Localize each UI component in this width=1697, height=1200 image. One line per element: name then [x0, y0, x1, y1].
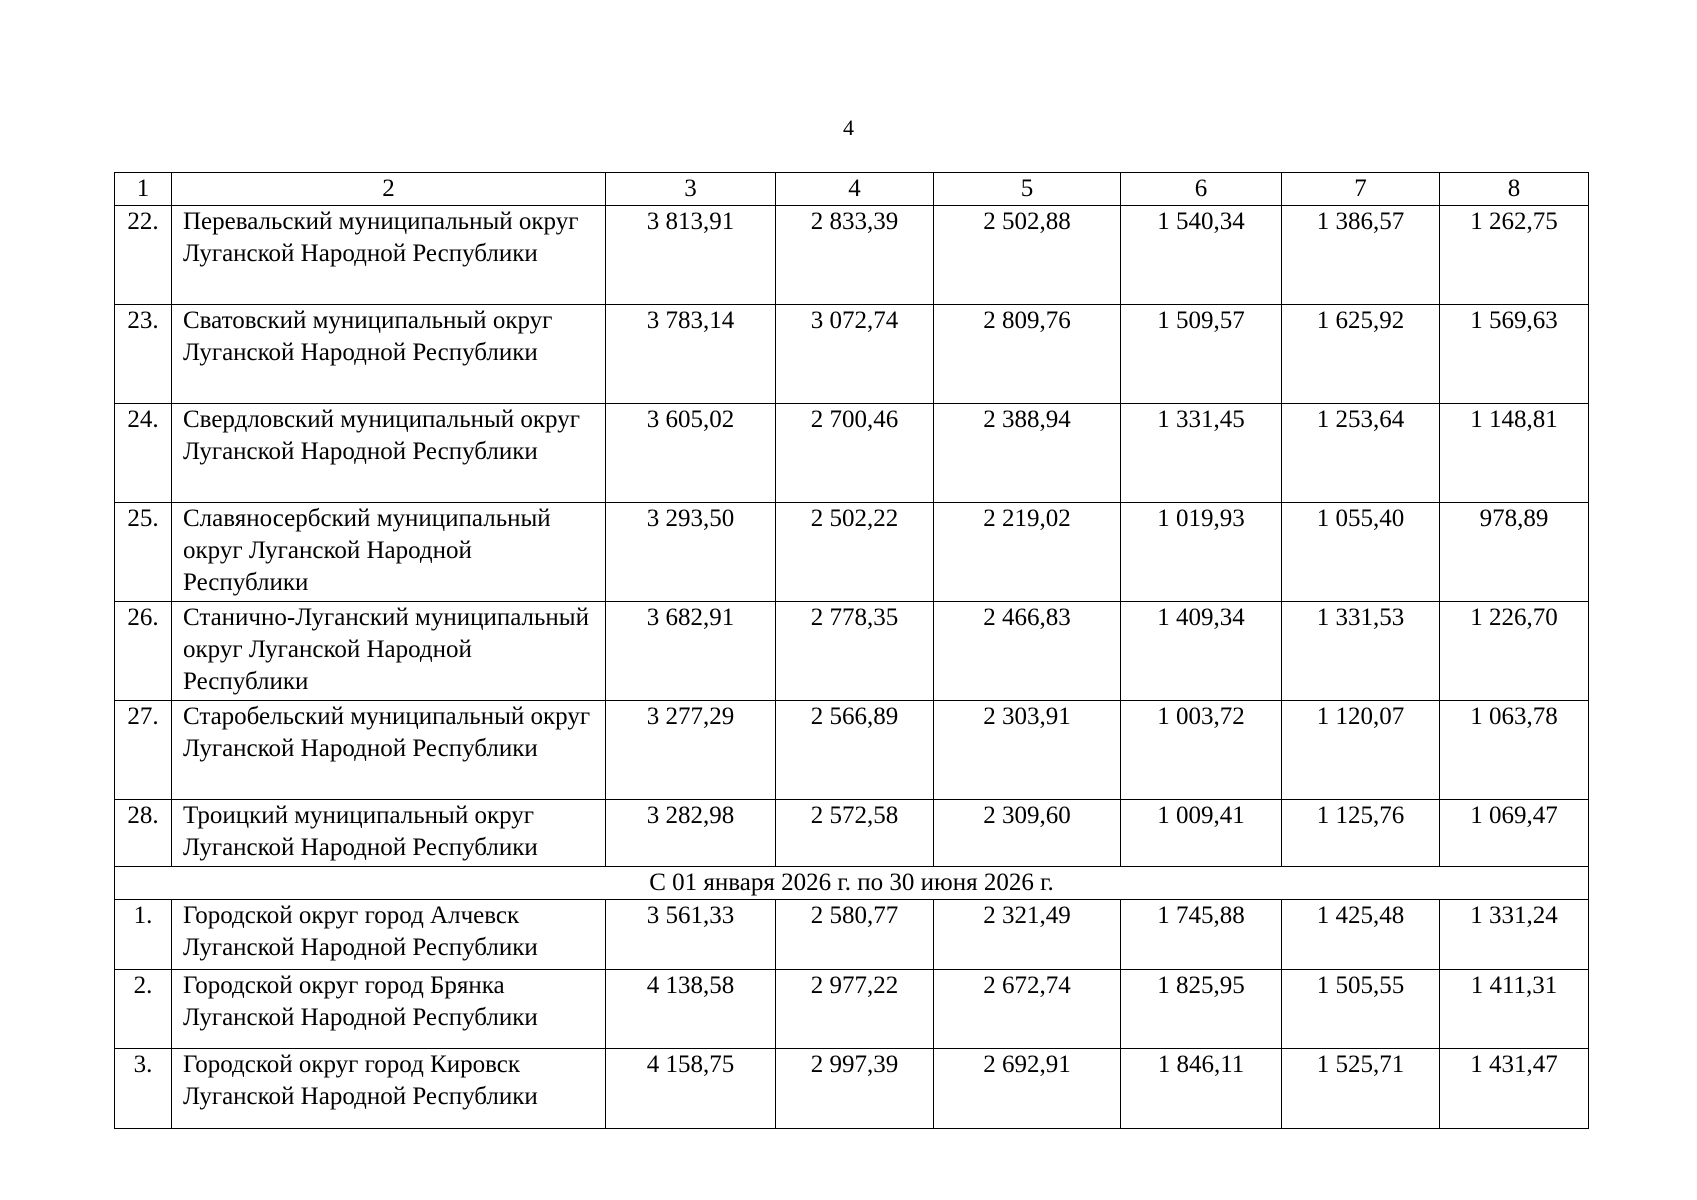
column-number: 2: [172, 173, 606, 206]
value-col-5: 2 672,74: [934, 970, 1121, 1049]
municipality-name: Городской округ город Алчевск Луганской Народной Республики: [172, 900, 606, 970]
value-col-8: 1 411,31: [1440, 970, 1589, 1049]
municipality-name: Городской округ город Брянка Луганской Народной Республики: [172, 970, 606, 1049]
value-col-6: 1 019,93: [1121, 503, 1282, 602]
value-col-3: 4 138,58: [606, 970, 776, 1049]
value-col-8: 1 431,47: [1440, 1049, 1589, 1129]
municipality-name: Троицкий муниципальный округ Луганской Народной Республики: [172, 800, 606, 867]
value-col-7: 1 625,92: [1282, 305, 1440, 404]
table-row: [115, 404, 1589, 503]
value-col-7: 1 253,64: [1282, 404, 1440, 503]
value-col-5: 2 321,49: [934, 900, 1121, 970]
table-row: [115, 800, 1589, 867]
value-col-6: 1 409,34: [1121, 602, 1282, 701]
value-col-3: 3 282,98: [606, 800, 776, 867]
row-number: 26.: [115, 602, 172, 701]
value-col-7: 1 525,71: [1282, 1049, 1440, 1129]
value-col-4: 2 977,22: [776, 970, 934, 1049]
value-col-3: 3 561,33: [606, 900, 776, 970]
value-col-7: 1 331,53: [1282, 602, 1440, 701]
tariff-table: [114, 172, 1589, 1129]
municipality-name: Свердловский муниципальный округ Луганской Народной Республики: [172, 404, 606, 503]
value-col-7: 1 120,07: [1282, 701, 1440, 800]
value-col-5: 2 219,02: [934, 503, 1121, 602]
value-col-6: 1 825,95: [1121, 970, 1282, 1049]
table-row: [115, 701, 1589, 800]
value-col-3: 3 783,14: [606, 305, 776, 404]
period-section-row: [115, 867, 1589, 900]
row-number: 23.: [115, 305, 172, 404]
municipality-name: Сватовский муниципальный округ Луганской Народной Республики: [172, 305, 606, 404]
value-col-6: 1 331,45: [1121, 404, 1282, 503]
value-col-5: 2 303,91: [934, 701, 1121, 800]
municipality-name: Старобельский муниципальный округ Луганской Народной Республики: [172, 701, 606, 800]
value-col-7: 1 386,57: [1282, 206, 1440, 305]
value-col-8: 1 331,24: [1440, 900, 1589, 970]
value-col-4: 3 072,74: [776, 305, 934, 404]
value-col-5: 2 692,91: [934, 1049, 1121, 1129]
column-number-header-row: [115, 173, 1589, 206]
table-row: [115, 1049, 1589, 1129]
value-col-3: 3 813,91: [606, 206, 776, 305]
municipality-name: Городской округ город Кировск Луганской Народной Республики: [172, 1049, 606, 1129]
column-number: 6: [1121, 173, 1282, 206]
value-col-6: 1 009,41: [1121, 800, 1282, 867]
value-col-6: 1 540,34: [1121, 206, 1282, 305]
value-col-3: 3 293,50: [606, 503, 776, 602]
value-col-7: 1 125,76: [1282, 800, 1440, 867]
value-col-3: 3 682,91: [606, 602, 776, 701]
column-number: 1: [115, 173, 172, 206]
row-number: 3.: [115, 1049, 172, 1129]
column-number: 5: [934, 173, 1121, 206]
value-col-7: 1 055,40: [1282, 503, 1440, 602]
value-col-6: 1 509,57: [1121, 305, 1282, 404]
table-row: [115, 503, 1589, 602]
value-col-8: 978,89: [1440, 503, 1589, 602]
value-col-5: 2 809,76: [934, 305, 1121, 404]
value-col-4: 2 833,39: [776, 206, 934, 305]
table-row: [115, 305, 1589, 404]
value-col-3: 3 277,29: [606, 701, 776, 800]
value-col-4: 2 502,22: [776, 503, 934, 602]
municipality-name: Славяносербский муниципальный округ Луганской Народной Республики: [172, 503, 606, 602]
municipality-name: Станично-Луганский муниципальный округ Луганской Народной Республики: [172, 602, 606, 701]
row-number: 27.: [115, 701, 172, 800]
table-row: [115, 206, 1589, 305]
row-number: 1.: [115, 900, 172, 970]
row-number: 22.: [115, 206, 172, 305]
value-col-5: 2 309,60: [934, 800, 1121, 867]
column-number: 7: [1282, 173, 1440, 206]
value-col-7: 1 425,48: [1282, 900, 1440, 970]
value-col-8: 1 148,81: [1440, 404, 1589, 503]
table-row: [115, 970, 1589, 1049]
period-section-title: С 01 января 2026 г. по 30 июня 2026 г.: [115, 867, 1589, 900]
value-col-4: 2 997,39: [776, 1049, 934, 1129]
value-col-5: 2 466,83: [934, 602, 1121, 701]
value-col-4: 2 566,89: [776, 701, 934, 800]
value-col-8: 1 063,78: [1440, 701, 1589, 800]
value-col-8: 1 262,75: [1440, 206, 1589, 305]
column-number: 4: [776, 173, 934, 206]
row-number: 28.: [115, 800, 172, 867]
value-col-4: 2 778,35: [776, 602, 934, 701]
value-col-7: 1 505,55: [1282, 970, 1440, 1049]
value-col-6: 1 745,88: [1121, 900, 1282, 970]
value-col-8: 1 226,70: [1440, 602, 1589, 701]
table-row: [115, 900, 1589, 970]
row-number: 24.: [115, 404, 172, 503]
value-col-3: 3 605,02: [606, 404, 776, 503]
page-number: 4: [843, 115, 854, 140]
column-number: 3: [606, 173, 776, 206]
table-row: [115, 602, 1589, 701]
municipality-name: Перевальский муниципальный округ Луганской Народной Республики: [172, 206, 606, 305]
value-col-4: 2 572,58: [776, 800, 934, 867]
value-col-5: 2 388,94: [934, 404, 1121, 503]
value-col-8: 1 569,63: [1440, 305, 1589, 404]
value-col-6: 1 003,72: [1121, 701, 1282, 800]
value-col-4: 2 700,46: [776, 404, 934, 503]
value-col-8: 1 069,47: [1440, 800, 1589, 867]
value-col-3: 4 158,75: [606, 1049, 776, 1129]
row-number: 2.: [115, 970, 172, 1049]
row-number: 25.: [115, 503, 172, 602]
value-col-4: 2 580,77: [776, 900, 934, 970]
value-col-6: 1 846,11: [1121, 1049, 1282, 1129]
column-number: 8: [1440, 173, 1589, 206]
value-col-5: 2 502,88: [934, 206, 1121, 305]
